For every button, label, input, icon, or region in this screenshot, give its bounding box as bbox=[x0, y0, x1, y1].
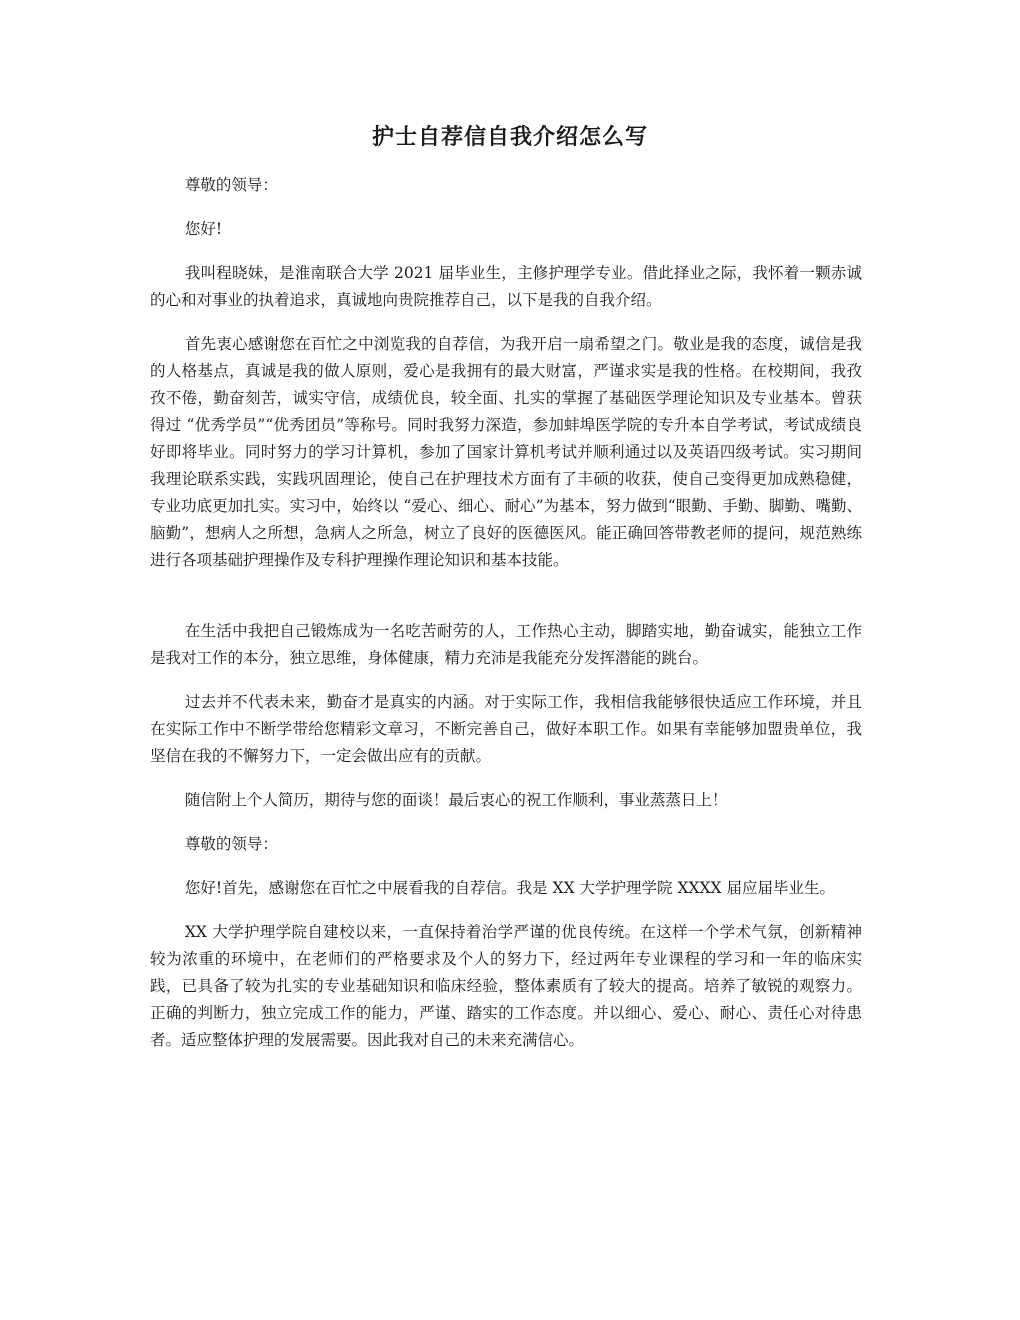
greeting-2: 您好!首先，感谢您在百忙之中展看我的自荐信。我是 XX 大学护理学院 XXXX 届应届毕业生。 bbox=[184, 879, 836, 897]
paragraph-intro: 我叫程晓妹，是淮南联合大学 2021 届毕业生，主修护理学专业。借此择业之际，我怀着一颗赤诚的心和对事业的执着追求，真诚地向贵院推荐自己，以下是我的自我介绍。 bbox=[150, 264, 862, 309]
paragraph-school: XX 大学护理学院自建校以来，一直保持着治学严谨的优良传统。在这样一个学术气氛，创新精神较为浓重的环境中，在老师们的严格要求及个人的努力下，经过两年专业课程的学习和一年的临床实践，已具备了较为扎实的专业基础知识和临床经验，整体素质有了较大的提高。培养了敏锐的观察力。正确的判断力，独立完成工作的能力，严谨、踏实的工作态度。并以细心、爱心、耐心、责任心对待患者。适应整体护理的发展需要。因此我对自己的未来充满信心。 bbox=[150, 923, 862, 1049]
document-title: 护士自荐信自我介绍怎么写 bbox=[371, 124, 648, 150]
paragraph-future: 过去并不代表未来，勤奋才是真实的内涵。对于实际工作，我相信我能够很快适应工作环境，并且在实际工作中不断学带给您精彩文章习，不断完善自己，做好本职工作。如果有幸能够加盟贵单位，我坚信在我的不懈努力下，一定会做出应有的贡献。 bbox=[150, 693, 862, 765]
paragraph-education: 首先衷心感谢您在百忙之中浏览我的自荐信，为我开启一扇希望之门。敬业是我的态度，诚信是我的人格基点，真诚是我的做人原则，爱心是我拥有的最大财富，严谨求实是我的性格。在校期间，我孜孜不倦，勤奋刻苦，诚实守信，成绩优良，较全面、扎实的掌握了基础医学理论知识及专业基本。曾获得过 “优秀学员”“优秀团员”等称号。同时我努力深造，参加蚌埠医学院的专升本自学考试，考试成绩良好即将毕业。同时努力的学习计算机，参加了国家计算机考试并顺利通过以及英语四级考试。实习期间我理论联系实践，实践巩固理论，使自己在护理技术方面有了丰硕的收获，使自己变得更加成熟稳健，专业功底更加扎实。实习中，始终以 “爱心、细心、耐心”为基本，努力做到“眼勤、手勤、脚勤、嘴勤、脑勤”，想病人之所想，急病人之所急，树立了良好的医德医风。能正确回答带教老师的提问，规范熟练进行各项基础护理操作及专科护理操作理论知识和基本技能。 bbox=[150, 335, 862, 569]
paragraph-closing: 随信附上个人简历，期待与您的面谈！最后衷心的祝工作顺利，事业蒸蒸日上！ bbox=[184, 791, 728, 809]
greeting: 您好! bbox=[184, 220, 223, 238]
salutation: 尊敬的领导： bbox=[184, 176, 278, 194]
paragraph-life: 在生活中我把自己锻炼成为一名吃苦耐劳的人，工作热心主动，脚踏实地，勤奋诚实，能独立工作是我对工作的本分，独立思维，身体健康，精力充沛是我能充分发挥潜能的跳台。 bbox=[150, 622, 862, 667]
salutation-2: 尊敬的领导： bbox=[184, 835, 278, 853]
document-body bbox=[150, 172, 862, 1071]
